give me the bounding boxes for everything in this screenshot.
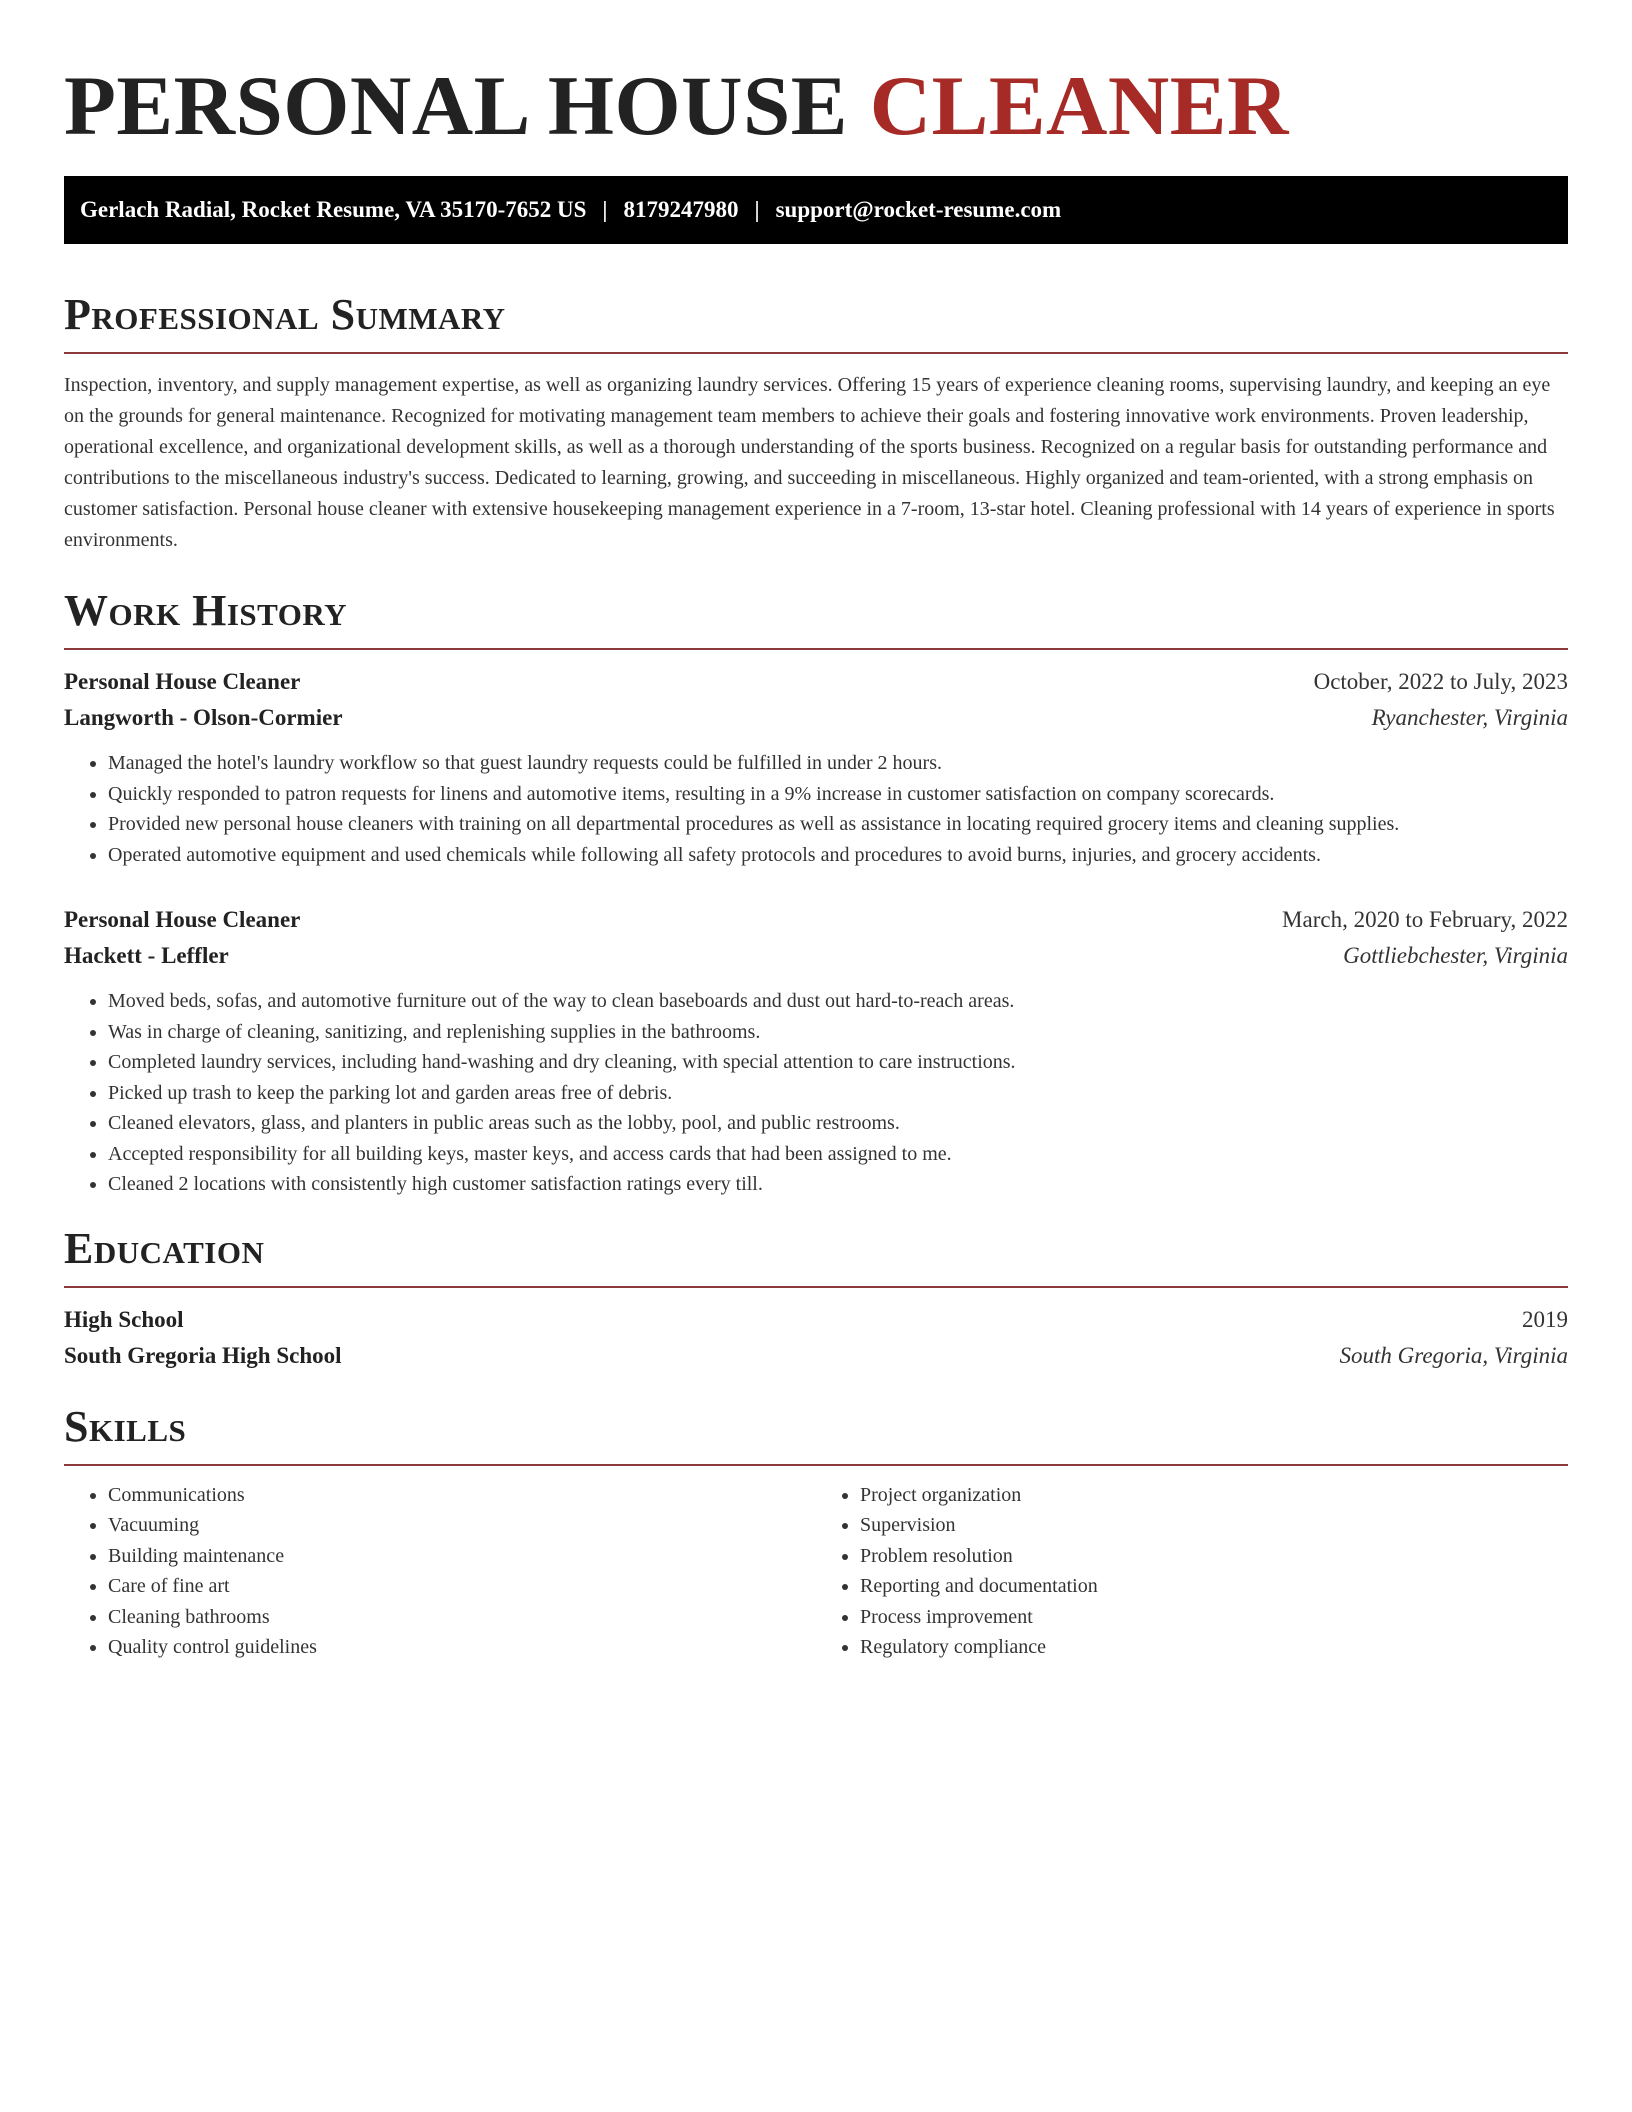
education-section xyxy=(64,1222,1568,1374)
job-bullet: • Was in charge of cleaning, sanitizing, and replenishing supplies in the bathrooms. xyxy=(108,1017,1568,1048)
job-company: Hackett - Leffler xyxy=(64,943,229,968)
section-divider xyxy=(64,1464,1568,1466)
contact-phone: 8179247980 xyxy=(623,197,739,222)
job-bullet: • Cleaned elevators, glass, and planters in public areas such as the lobby, pool, and public restrooms. xyxy=(108,1108,1568,1139)
job-bullet: • Provided new personal house cleaners with training on all departmental procedures as well as assistance in locating required grocery items and cleaning supplies. xyxy=(108,809,1568,840)
job-title: Personal House Cleaner xyxy=(64,907,301,932)
education-entry xyxy=(64,1302,1568,1374)
skill-item: • Reporting and documentation xyxy=(860,1571,1568,1602)
education-school-row xyxy=(64,1338,1568,1374)
job-entry xyxy=(64,664,1568,870)
job-title: Personal House Cleaner xyxy=(64,669,301,694)
skills-columns xyxy=(64,1480,1568,1663)
job-title-row xyxy=(64,664,1568,700)
education-degree: High School xyxy=(64,1306,184,1332)
section-divider xyxy=(64,352,1568,354)
education-heading: Education xyxy=(64,1223,265,1273)
summary-section xyxy=(64,288,1568,556)
job-bullet: • Completed laundry services, including hand-washing and dry cleaning, with special attention to care instructions. xyxy=(108,1047,1568,1078)
job-bullet: • Operated automotive equipment and used chemicals while following all safety protocols and procedures to avoid burns, injuries, and grocery accidents. xyxy=(108,840,1568,871)
skill-item: • Building maintenance xyxy=(108,1541,816,1572)
contact-separator: | xyxy=(602,197,608,222)
skill-item: • Supervision xyxy=(860,1510,1568,1541)
skills-list-left xyxy=(64,1480,816,1663)
skill-item: • Care of fine art xyxy=(108,1571,816,1602)
job-location: Gottliebchester, Virginia xyxy=(1343,943,1568,968)
work-history-section xyxy=(64,584,1568,1200)
job-bullet: • Managed the hotel's laundry workflow so that guest laundry requests could be fulfilled in under 2 hours. xyxy=(108,748,1568,779)
resume-title xyxy=(64,56,1568,156)
contact-separator: | xyxy=(754,197,760,222)
contact-bar xyxy=(64,176,1568,244)
job-bullet: • Accepted responsibility for all building keys, master keys, and access cards that had been assigned to me. xyxy=(108,1139,1568,1170)
section-divider xyxy=(64,1286,1568,1288)
job-company-row xyxy=(64,938,1568,974)
contact-address: Gerlach Radial, Rocket Resume, VA 35170-7652 US xyxy=(80,197,587,222)
skill-item: • Communications xyxy=(108,1480,816,1511)
skills-section xyxy=(64,1400,1568,1663)
skill-item: • Problem resolution xyxy=(860,1541,1568,1572)
skills-list-right xyxy=(816,1480,1568,1663)
skill-item: • Regulatory compliance xyxy=(860,1632,1568,1663)
job-entry xyxy=(64,902,1568,1200)
job-bullets xyxy=(64,748,1568,870)
education-location: South Gregoria, Virginia xyxy=(1339,1342,1568,1368)
skill-item: • Project organization xyxy=(860,1480,1568,1511)
job-dates: October, 2022 to July, 2023 xyxy=(1313,669,1568,694)
job-dates: March, 2020 to February, 2022 xyxy=(1282,907,1568,932)
job-company-row xyxy=(64,700,1568,736)
contact-email: support@rocket-resume.com xyxy=(775,197,1062,222)
job-bullet: • Moved beds, sofas, and automotive furniture out of the way to clean baseboards and dust out hard-to-reach areas. xyxy=(108,986,1568,1017)
job-bullet: • Picked up trash to keep the parking lot and garden areas free of debris. xyxy=(108,1078,1568,1109)
job-bullet: • Quickly responded to patron requests for linens and automotive items, resulting in a 9% increase in customer satisfaction on company scorecards. xyxy=(108,779,1568,810)
title-accent: CLEANER xyxy=(869,59,1289,153)
skill-item: • Vacuuming xyxy=(108,1510,816,1541)
education-year: 2019 xyxy=(1522,1306,1568,1332)
summary-text: Inspection, inventory, and supply management expertise, as well as organizing laundry services. Offering 15 years of experience cleaning rooms, supervising laundry, and keeping an eye on the grounds for general maintenance. Recognized for motivating management team members to achieve their goals and fostering innovative work environments. Proven leadership, operational excellence, and organizational development skills, as well as a thorough understanding of the sports business. Recognized on a regular basis for outstanding performance and contributions to the miscellaneous industry's success. Dedicated to learning, growing, and succeeding in miscellaneous. Highly organized and team-oriented, with a strong emphasis on customer satisfaction. Personal house cleaner with extensive housekeeping management experience in a 7-room, 13-star hotel. Cleaning professional with 14 years of experience in sports environments. xyxy=(64,374,1555,551)
summary-heading: Professional Summary xyxy=(64,290,506,339)
skill-item: • Process improvement xyxy=(860,1602,1568,1633)
job-bullet: • Cleaned 2 locations with consistently high customer satisfaction ratings every till. xyxy=(108,1169,1568,1200)
skills-heading: Skills xyxy=(64,1401,187,1451)
skill-item: • Quality control guidelines xyxy=(108,1632,816,1663)
title-main: PERSONAL HOUSE xyxy=(64,59,870,153)
work-history-heading: Work History xyxy=(64,586,348,635)
education-school: South Gregoria High School xyxy=(64,1342,342,1368)
job-company: Langworth - Olson-Cormier xyxy=(64,705,343,730)
section-divider xyxy=(64,648,1568,650)
education-degree-row xyxy=(64,1302,1568,1338)
job-title-row xyxy=(64,902,1568,938)
skill-item: • Cleaning bathrooms xyxy=(108,1602,816,1633)
job-bullets xyxy=(64,986,1568,1200)
job-location: Ryanchester, Virginia xyxy=(1371,705,1568,730)
